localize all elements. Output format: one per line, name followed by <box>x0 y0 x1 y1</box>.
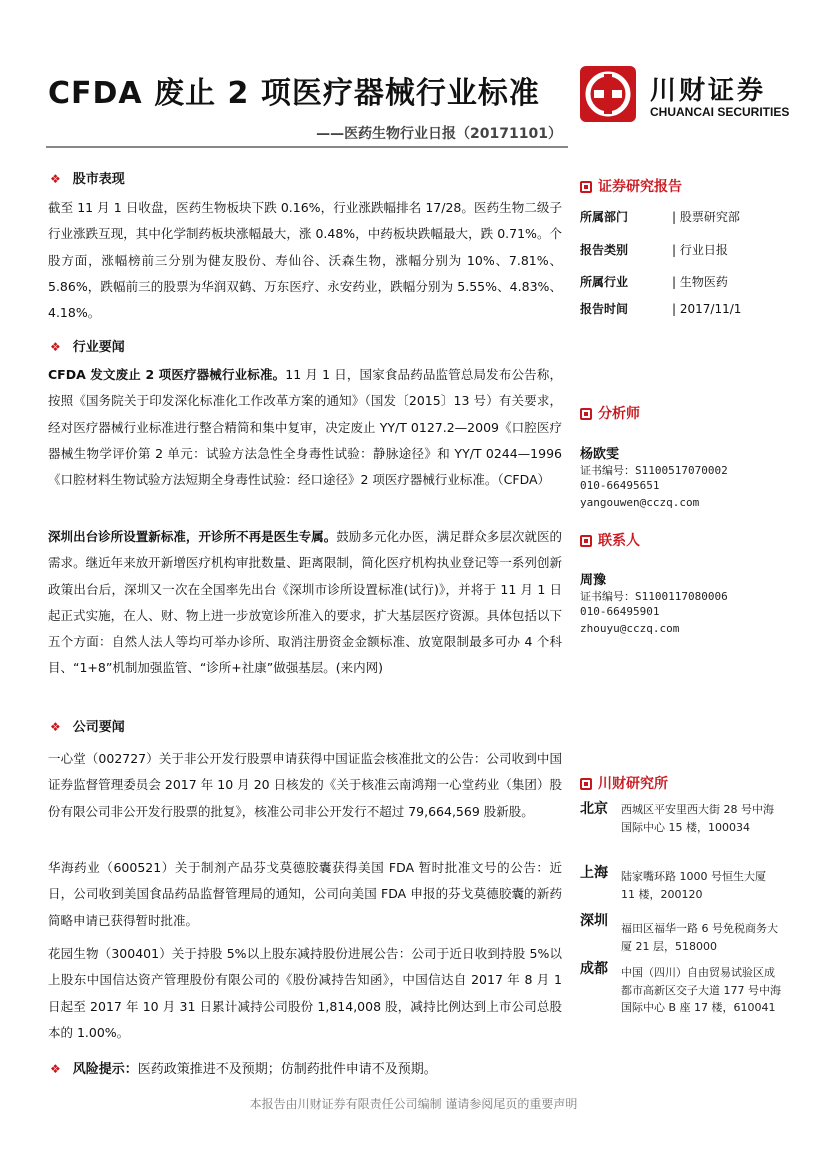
contact-cert: 证书编号：S1100117080006 <box>580 590 728 603</box>
sidebar-heading-contact: 联系人 <box>580 530 640 550</box>
sidebar-heading-institute: 川财研究所 <box>580 773 668 793</box>
industry-news-1 <box>48 362 562 493</box>
analyst-email[interactable]: yangouwen@cczq.com <box>580 496 700 509</box>
square-bullet-icon <box>580 535 592 547</box>
market-paragraph: 截至 11 月 1 日收盘，医药生物板块下跌 0.16%，行业涨跌幅排名 17/28。医药生物二级子行业涨跌互现，其中化学制药板块涨幅最大，涨 0.48%，中药板块跌幅最大，跌 0.71%。个股方面，涨幅榜前三分别为健友股份、寿仙谷、沃森生物，涨幅分别为 10%、7.81%、5.86%，跌幅前三的股票为华润双鹤、万东医疗、永安药业，跌幅分别为 5.55%、4.83%、4.18%。 <box>48 200 562 321</box>
sidebar-heading-report: 证券研究报告 <box>580 176 682 196</box>
office-city-shenzhen: 深圳 <box>580 913 608 929</box>
contact-name: 周豫 <box>580 573 607 588</box>
industry-news-2-headline: 深圳出台诊所设置新标准，开诊所不再是医生专属。 <box>48 529 337 544</box>
company-news-3: 花园生物（300401）关于持股 5%以上股东减持股份进展公告：公司于近日收到持股 5%以上股东中国信达资产管理股份有限公司的《股份减持告知函》，中国信达自 2017 年 8 月 1 日起至 2017 年 10 月 31 日累计减持公司股份 1,814,008 股，减持比例达到上市公司总股本的 1.00%。 <box>48 946 562 1040</box>
risk-text: 医药政策推进不及预期；仿制药批件申请不及预期。 <box>137 1062 437 1077</box>
diamond-bullet-icon: ❖ <box>50 1062 61 1076</box>
square-bullet-icon <box>580 181 592 193</box>
square-bullet-icon <box>580 408 592 420</box>
company-name-en: CHUANCAI SECURITIES <box>650 105 790 119</box>
office-address-shenzhen: 福田区福华一路 6 号免税商务大厦 21 层，518000 <box>621 922 778 953</box>
company-news-2: 华海药业（600521）关于制剂产品芬戈莫德胶囊获得美国 FDA 暂时批准文号的公告：近日，公司收到美国食品药品监督管理局的通知，公司向美国 FDA 申报的芬戈莫德胶囊的新药简略申请已获得暂时批准。 <box>48 860 562 928</box>
contact-phone: 010-66495901 <box>580 605 660 618</box>
industry-news-1-body: 11 月 1 日，国家食品药品监管总局发布公告称，按照《国务院关于印发深化标准化工作改革方案的通知》（国发〔2015〕13 号）有关要求，经对医疗器械行业标准进行整合精简和集中复审，决定废止 YY/T 0127.2—2009《口腔医疗器械生物学评价第 2 单元：试验方法急性全身毒性试验：静脉途径》和 YY/T 0244—1996《口腔材料生物试验方法短期全身毒性试验：经口途径》2 项医疗器械行业标准。（CFDA） <box>48 367 562 488</box>
diamond-bullet-icon: ❖ <box>50 172 61 186</box>
section-heading-market: ❖ 股市表现 <box>50 172 125 187</box>
analyst-phone: 010-66495651 <box>580 479 660 492</box>
office-address-beijing: 西城区平安里西大街 28 号中海国际中心 15 楼，100034 <box>621 803 774 834</box>
info-row-date: 报告时间 | 2017/11/1 <box>580 302 742 316</box>
company-logo-icon <box>580 66 636 122</box>
company-name-cn: 川财证券 <box>650 76 767 106</box>
sidebar-heading-analyst: 分析师 <box>580 403 640 423</box>
analyst-name: 杨欧雯 <box>580 447 620 462</box>
info-row-industry: 所属行业 | 生物医药 <box>580 275 728 289</box>
section-heading-company: ❖ 公司要闻 <box>50 720 125 735</box>
risk-note <box>50 1058 437 1077</box>
diamond-bullet-icon: ❖ <box>50 720 61 734</box>
company-news-1: 一心堂（002727）关于非公开发行股票申请获得中国证监会核准批文的公告：公司收到中国证券监督管理委员会 2017 年 10 月 20 日核发的《关于核准云南鸿翔一心堂药业（集团）股份有限公司非公开发行股票的批复》，核准公司非公开发行不超过 79,664,569 股新股。 <box>48 751 562 819</box>
industry-news-2 <box>48 524 562 682</box>
office-address-shanghai: 陆家嘴环路 1000 号恒生大厦 11 楼，200120 <box>621 870 766 901</box>
section-heading-industry: ❖ 行业要闻 <box>50 340 125 355</box>
industry-news-2-body: 鼓励多元化办医，满足群众多层次就医的需求。继近年来放开新增医疗机构审批数量、距离限制，简化医疗机构执业登记等一系列创新政策出台后，深圳又一次在全国率先出台《深圳市诊所设置标准(试行)》，并将于 11 月 1 日起正式实施，在人、财、物上进一步放宽诊所准入的要求，扩大基层医疗资源。具体包括以下五个方面：自然人法人等均可举办诊所、取消注册资金金额标准、放宽限制最多可办 4 个科目、“1+8”机制加强监管、“诊所+社康”做强基层。(来内网) <box>48 529 562 676</box>
office-city-chengdu: 成都 <box>580 961 608 977</box>
page-footer: 本报告由川财证券有限责任公司编制 谨请参阅尾页的重要声明 <box>249 1097 578 1111</box>
office-address-chengdu: 中国（四川）自由贸易试验区成都市高新区交子大道 177 号中海国际中心 B 座 17 楼，610041 <box>621 966 781 1014</box>
report-subtitle: ——医药生物行业日报（20171101） <box>316 126 562 142</box>
industry-news-1-headline: CFDA 发文废止 2 项医疗器械行业标准。 <box>48 367 286 382</box>
risk-label: 风险提示： <box>72 1062 138 1077</box>
info-row-department: 所属部门 | 股票研究部 <box>580 210 740 224</box>
office-city-shanghai: 上海 <box>580 865 608 881</box>
analyst-cert: 证书编号：S1100517070002 <box>580 464 728 477</box>
office-city-beijing: 北京 <box>580 801 608 817</box>
diamond-bullet-icon: ❖ <box>50 340 61 354</box>
report-title: CFDA 废止 2 项医疗器械行业标准 <box>48 76 540 111</box>
square-bullet-icon <box>580 778 592 790</box>
contact-email[interactable]: zhouyu@cczq.com <box>580 622 680 635</box>
info-row-category: 报告类别 | 行业日报 <box>580 243 728 257</box>
header-divider <box>46 146 568 148</box>
